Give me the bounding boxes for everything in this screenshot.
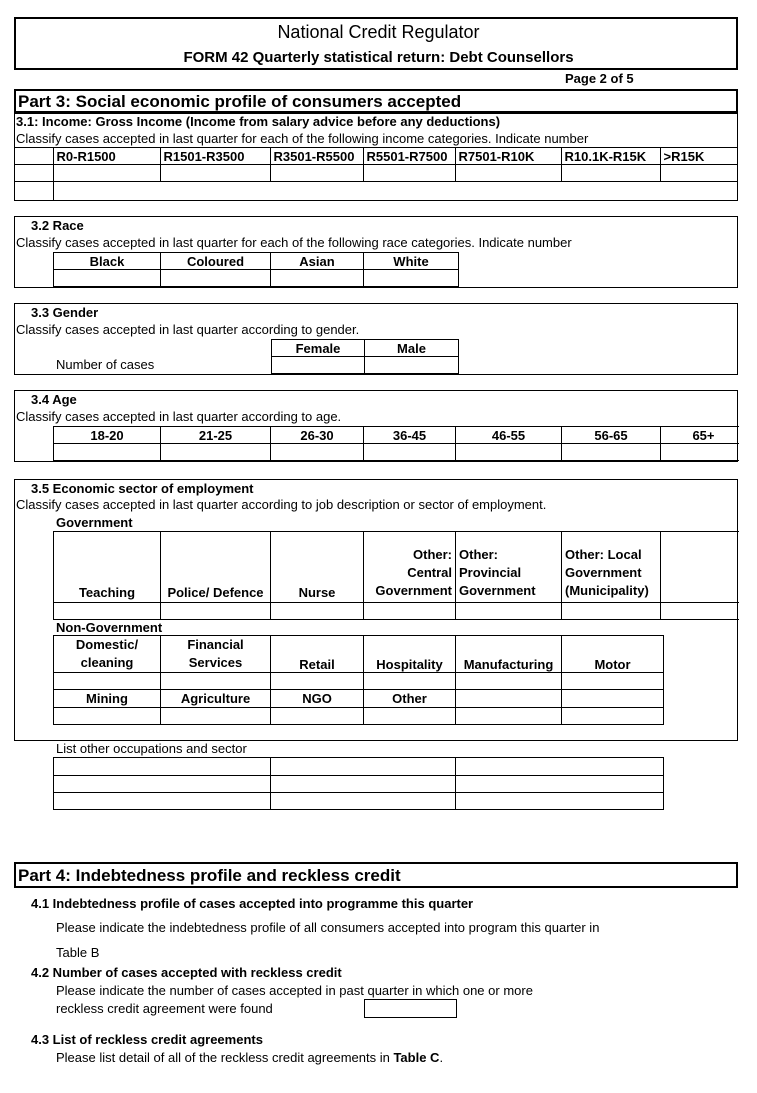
gov-input-cell[interactable]: [271, 603, 364, 620]
gender-input-cell[interactable]: [272, 357, 365, 374]
nongov-col-header: Hospitality: [364, 636, 456, 673]
age-input-cell[interactable]: [161, 444, 271, 461]
age-input-cell[interactable]: [456, 444, 562, 461]
gov-col-header: Other: Local Government (Municipality): [562, 532, 661, 603]
other-occupation-cell[interactable]: [456, 758, 664, 776]
section-3-5-description: Classify cases accepted in last quarter according to job description or sector of employment.: [16, 497, 547, 512]
income-input-cell[interactable]: [270, 165, 363, 182]
age-col-header: 21-25: [161, 427, 271, 444]
other-occupations-label: List other occupations and sector: [56, 741, 247, 756]
section-3-5-title: 3.5 Economic sector of employment: [31, 481, 254, 496]
age-input-cell[interactable]: [271, 444, 364, 461]
other-occupation-cell[interactable]: [271, 793, 456, 810]
age-col-header: 56-65: [562, 427, 661, 444]
race-col-header: Asian: [271, 253, 364, 270]
table-c-reference: Table C: [393, 1050, 440, 1065]
income-col-header: R5501-R7500: [363, 148, 455, 165]
income-col-header: R1501-R3500: [160, 148, 270, 165]
non-government-table: [53, 635, 664, 725]
nongov-input-cell[interactable]: [456, 708, 562, 725]
income-input-cell[interactable]: [53, 165, 160, 182]
gender-input-cell[interactable]: [365, 357, 459, 374]
income-col-header: R0-R1500: [53, 148, 160, 165]
race-input-cell[interactable]: [54, 270, 161, 287]
nongov-input-cell[interactable]: [364, 673, 456, 690]
gov-input-cell[interactable]: [456, 603, 562, 620]
section-4-3-text: Please list detail of all of the reckless credit agreements in: [56, 1050, 394, 1065]
other-occupation-cell[interactable]: [456, 793, 664, 810]
nongov-col-header: Motor: [562, 636, 664, 673]
income-input-cell[interactable]: [455, 165, 561, 182]
section-4-2-line2: reckless credit agreement were found: [56, 1001, 273, 1016]
gov-col-header: Other: Central Government: [364, 532, 456, 603]
age-col-header: 65+: [661, 427, 739, 444]
section-3-2-description: Classify cases accepted in last quarter for each of the following race categories. Indicate number: [16, 235, 572, 250]
gov-input-cell[interactable]: [364, 603, 456, 620]
nongov-input-cell[interactable]: [161, 708, 271, 725]
section-4-3-line1: [56, 1050, 443, 1065]
section-3-1-description: Classify cases accepted in last quarter for each of the following income categories. Indicate number: [16, 131, 589, 146]
section-4-1-line2: Table B: [56, 945, 100, 960]
other-occupation-cell[interactable]: [54, 776, 271, 793]
income-col-header: R10.1K-R15K: [561, 148, 660, 165]
nongov-input-cell[interactable]: [562, 708, 664, 725]
other-occupation-cell[interactable]: [271, 758, 456, 776]
race-table: [53, 252, 459, 287]
section-4-2-title: 4.2 Number of cases accepted with reckless credit: [31, 965, 342, 980]
gov-input-cell[interactable]: [161, 603, 271, 620]
government-label: Government: [56, 515, 133, 530]
reckless-cases-input[interactable]: [364, 999, 457, 1018]
other-occupation-cell[interactable]: [54, 793, 271, 810]
nongov-input-cell[interactable]: [54, 708, 161, 725]
income-col-header: >R15K: [660, 148, 738, 165]
nongov-col-header: Other: [364, 690, 456, 708]
income-col-header: R7501-R10K: [455, 148, 561, 165]
non-government-label: Non-Government: [56, 620, 163, 635]
gov-col-header: Teaching: [54, 532, 161, 603]
age-input-cell[interactable]: [661, 444, 739, 461]
form-title: National Credit Regulator: [277, 22, 480, 42]
income-col-header: R3501-R5500: [270, 148, 363, 165]
nongov-input-cell[interactable]: [271, 673, 364, 690]
nongov-col-header: NGO: [271, 690, 364, 708]
gender-row-label: Number of cases: [56, 357, 155, 372]
gov-col-header: Police/ Defence: [161, 532, 271, 603]
page-number: Page 2 of 5: [565, 71, 634, 86]
other-occupation-cell[interactable]: [54, 758, 271, 776]
section-3-2-title: 3.2 Race: [31, 218, 84, 233]
gov-col-header: Other: Provincial Government: [456, 532, 562, 603]
age-table: [53, 426, 739, 461]
section-4-3-title: 4.3 List of reckless credit agreements: [31, 1032, 263, 1047]
gov-col-header: Nurse: [271, 532, 364, 603]
nongov-input-cell[interactable]: [54, 673, 161, 690]
age-input-cell[interactable]: [562, 444, 661, 461]
age-col-header: 26-30: [271, 427, 364, 444]
age-col-header: 18-20: [54, 427, 161, 444]
other-occupation-cell[interactable]: [456, 776, 664, 793]
form-subtitle: FORM 42 Quarterly statistical return: Debt Counsellors: [183, 49, 574, 66]
age-col-header: 36-45: [364, 427, 456, 444]
nongov-col-header: Financial Services: [161, 636, 271, 673]
section-4-1-title: 4.1 Indebtedness profile of cases accepted into programme this quarter: [31, 896, 474, 911]
nongov-input-cell[interactable]: [271, 708, 364, 725]
age-input-cell[interactable]: [54, 444, 161, 461]
other-occupations-table: [53, 757, 664, 810]
section-4-1-line1: Please indicate the indebtedness profile of all consumers accepted into program this quarter in: [56, 920, 600, 935]
race-col-header: White: [364, 253, 459, 270]
other-occupation-cell[interactable]: [271, 776, 456, 793]
gov-input-cell[interactable]: [562, 603, 661, 620]
part3-title: Part 3: Social economic profile of consumers accepted: [18, 92, 462, 111]
nongov-col-header: Mining: [54, 690, 161, 708]
gender-col-header: Female: [272, 340, 365, 357]
section-3-3-title: 3.3 Gender: [31, 305, 99, 320]
section-4-2-line1: Please indicate the number of cases accepted in past quarter in which one or more: [56, 983, 533, 998]
income-input-cell[interactable]: [561, 165, 660, 182]
nongov-input-cell[interactable]: [364, 708, 456, 725]
race-input-cell[interactable]: [364, 270, 459, 287]
income-input-cell[interactable]: [160, 165, 270, 182]
section-3-3-description: Classify cases accepted in last quarter according to gender.: [16, 322, 360, 337]
section-3-4-description: Classify cases accepted in last quarter according to age.: [16, 409, 342, 424]
age-col-header: 46-55: [456, 427, 562, 444]
gender-col-header: Male: [365, 340, 459, 357]
race-col-header: Coloured: [161, 253, 271, 270]
nongov-col-header: Domestic/ cleaning: [54, 636, 161, 673]
section-4-3-period: .: [439, 1050, 444, 1065]
nongov-input-cell[interactable]: [562, 673, 664, 690]
nongov-input-cell[interactable]: [456, 673, 562, 690]
section-3-1-title: 3.1: Income: Gross Income (Income from salary advice before any deductions): [16, 114, 501, 129]
government-table: [53, 531, 739, 620]
section-3-4-title: 3.4 Age: [31, 392, 77, 407]
gov-input-cell[interactable]: [661, 603, 739, 620]
gov-input-cell[interactable]: [54, 603, 161, 620]
nongov-col-header: Manufacturing: [456, 636, 562, 673]
race-input-cell[interactable]: [161, 270, 271, 287]
nongov-input-cell[interactable]: [161, 673, 271, 690]
part4-title: Part 4: Indebtedness profile and reckless credit: [18, 866, 401, 885]
nongov-col-header: Retail: [271, 636, 364, 673]
income-table: [14, 147, 738, 201]
gender-table: [271, 339, 459, 374]
nongov-col-header: Agriculture: [161, 690, 271, 708]
race-col-header: Black: [54, 253, 161, 270]
age-input-cell[interactable]: [364, 444, 456, 461]
income-input-cell[interactable]: [660, 165, 738, 182]
race-input-cell[interactable]: [271, 270, 364, 287]
income-input-cell[interactable]: [363, 165, 455, 182]
